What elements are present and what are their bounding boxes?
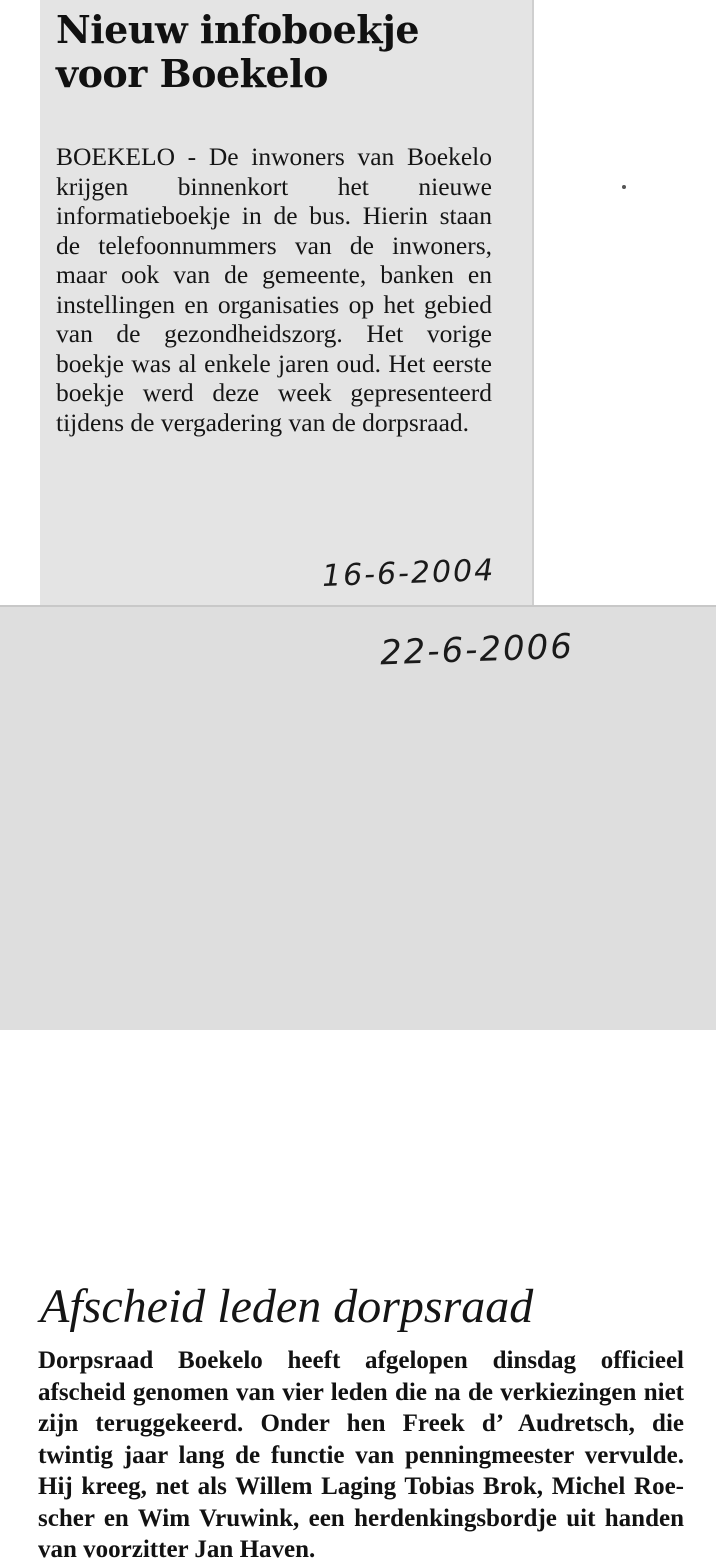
headline-infoboekje: Nieuw infoboekje voor Boekelo — [56, 7, 420, 96]
headline-afscheid: Afscheid leden dorpsraad — [40, 1280, 534, 1333]
dust-speck — [622, 185, 626, 189]
article-body-infoboekje: BOEKELO - De inwoners van Boekelo krijgen binnenkort het nieuwe informatieboekje in de bus. Hierin staan de telefoonnummers van de inwoners, maar ook van de gemeente, banken en instellingen en organisaties op het gebied van de gezondheidszorg. Het vorige boekje was al enkele jaren oud. Het eerste boekje werd deze week gepresenteerd tijdens de vergadering van de dorpsraad. — [56, 142, 492, 437]
article-body-afscheid: Dorpsraad Boekelo heeft afgelopen dinsdag officieel afscheid genomen van vier leden die na de verkiezingen niet zijn teruggekeerd. Onder hen Freek d’ Audretsch, die twintig jaar lang de functie van penningmeester vervulde. Hij kreeg, net als Willem Laging Tobias Brok, Michel Roescher en Wim Vruwink, een herdenkingsbordje uit handen van voorzitter Jan Haven. — [38, 1347, 684, 1563]
newspaper-clipping-2004 — [40, 0, 534, 612]
handwritten-date-2004: 16-6-2004 — [321, 552, 496, 595]
handwritten-date-2006: 22-6-2006 — [379, 626, 575, 674]
newspaper-clipping-2006 — [0, 605, 716, 1563]
